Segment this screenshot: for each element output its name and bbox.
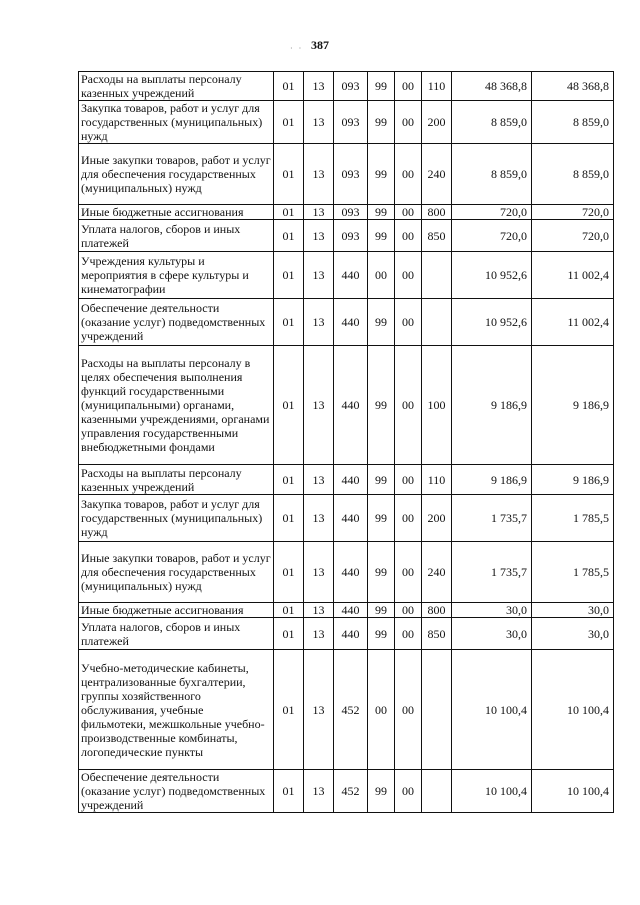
amount-year2-cell: 11 002,4 <box>532 252 614 299</box>
amount-year1-cell: 48 368,8 <box>452 72 532 101</box>
amount-year2-cell: 30,0 <box>532 603 614 618</box>
direction-code-cell: 00 <box>395 299 422 346</box>
program-code-cell: 093 <box>334 144 368 205</box>
direction-code-cell: 00 <box>395 101 422 144</box>
amount-year2-cell: 10 100,4 <box>532 650 614 770</box>
program-code-cell: 452 <box>334 770 368 813</box>
program-code-cell: 440 <box>334 252 368 299</box>
subsection-code-cell: 13 <box>304 101 334 144</box>
expense-name-cell: Уплата налогов, сборов и иных платежей <box>79 220 274 252</box>
subsection-code-cell: 13 <box>304 603 334 618</box>
subprogram-code-cell: 99 <box>368 205 395 220</box>
subprogram-code-cell: 99 <box>368 220 395 252</box>
subprogram-code-cell: 99 <box>368 495 395 542</box>
expense-name-cell: Иные бюджетные ассигнования <box>79 205 274 220</box>
table-row <box>79 346 614 465</box>
direction-code-cell: 00 <box>395 618 422 650</box>
direction-code-cell: 00 <box>395 650 422 770</box>
program-code-cell: 093 <box>334 205 368 220</box>
table-row <box>79 205 614 220</box>
table-row <box>79 465 614 495</box>
program-code-cell: 093 <box>334 72 368 101</box>
subsection-code-cell: 13 <box>304 618 334 650</box>
expense-name-cell: Закупка товаров, работ и услуг для государственных (муниципальных) нужд <box>79 495 274 542</box>
table-row <box>79 101 614 144</box>
amount-year2-cell: 8 859,0 <box>532 101 614 144</box>
subprogram-code-cell: 00 <box>368 252 395 299</box>
direction-code-cell: 00 <box>395 144 422 205</box>
amount-year1-cell: 720,0 <box>452 220 532 252</box>
subprogram-code-cell: 99 <box>368 465 395 495</box>
expense-name-cell: Иные закупки товаров, работ и услуг для обеспечения государственных (муниципальных) нужд <box>79 144 274 205</box>
table-row <box>79 220 614 252</box>
amount-year1-cell: 10 952,6 <box>452 252 532 299</box>
table-row <box>79 495 614 542</box>
subsection-code-cell: 13 <box>304 205 334 220</box>
expense-type-code-cell: 200 <box>422 101 452 144</box>
expense-type-code-cell: 240 <box>422 144 452 205</box>
program-code-cell: 440 <box>334 542 368 603</box>
expense-name-cell: Иные бюджетные ассигнования <box>79 603 274 618</box>
amount-year2-cell: 11 002,4 <box>532 299 614 346</box>
section-code-cell: 01 <box>274 650 304 770</box>
subprogram-code-cell: 99 <box>368 346 395 465</box>
subsection-code-cell: 13 <box>304 299 334 346</box>
section-code-cell: 01 <box>274 101 304 144</box>
direction-code-cell: 00 <box>395 603 422 618</box>
amount-year1-cell: 1 735,7 <box>452 542 532 603</box>
expense-type-code-cell <box>422 650 452 770</box>
expense-type-code-cell <box>422 299 452 346</box>
amount-year2-cell: 30,0 <box>532 618 614 650</box>
section-code-cell: 01 <box>274 603 304 618</box>
subsection-code-cell: 13 <box>304 144 334 205</box>
program-code-cell: 093 <box>334 220 368 252</box>
subprogram-code-cell: 99 <box>368 299 395 346</box>
direction-code-cell: 00 <box>395 220 422 252</box>
subsection-code-cell: 13 <box>304 72 334 101</box>
expense-type-code-cell: 200 <box>422 495 452 542</box>
amount-year2-cell: 1 785,5 <box>532 495 614 542</box>
expense-type-code-cell: 240 <box>422 542 452 603</box>
expense-name-cell: Расходы на выплаты персоналу казенных учреждений <box>79 72 274 101</box>
subprogram-code-cell: 99 <box>368 72 395 101</box>
amount-year2-cell: 720,0 <box>532 205 614 220</box>
table-row <box>79 72 614 101</box>
expense-type-code-cell: 110 <box>422 465 452 495</box>
section-code-cell: 01 <box>274 346 304 465</box>
expense-name-cell: Расходы на выплаты персоналу казенных учреждений <box>79 465 274 495</box>
expense-type-code-cell <box>422 252 452 299</box>
program-code-cell: 440 <box>334 346 368 465</box>
expense-name-cell: Учебно-методические кабинеты, централизованные бухгалтерии, группы хозяйственного обслуживания, учебные фильмотеки, межшкольные учебно-производственные комбинаты, логопедические пункты <box>79 650 274 770</box>
program-code-cell: 093 <box>334 101 368 144</box>
subprogram-code-cell: 99 <box>368 101 395 144</box>
section-code-cell: 01 <box>274 618 304 650</box>
expense-name-cell: Иные закупки товаров, работ и услуг для обеспечения государственных (муниципальных) нужд <box>79 542 274 603</box>
direction-code-cell: 00 <box>395 205 422 220</box>
table-row <box>79 144 614 205</box>
program-code-cell: 440 <box>334 465 368 495</box>
section-code-cell: 01 <box>274 205 304 220</box>
table-row <box>79 618 614 650</box>
subprogram-code-cell: 00 <box>368 650 395 770</box>
section-code-cell: 01 <box>274 72 304 101</box>
direction-code-cell: 00 <box>395 495 422 542</box>
table-row <box>79 603 614 618</box>
section-code-cell: 01 <box>274 770 304 813</box>
amount-year1-cell: 9 186,9 <box>452 346 532 465</box>
expense-type-code-cell: 100 <box>422 346 452 465</box>
subprogram-code-cell: 99 <box>368 542 395 603</box>
amount-year1-cell: 8 859,0 <box>452 101 532 144</box>
amount-year1-cell: 30,0 <box>452 618 532 650</box>
program-code-cell: 440 <box>334 495 368 542</box>
table-row <box>79 770 614 813</box>
amount-year1-cell: 9 186,9 <box>452 465 532 495</box>
page-number: 387 <box>311 38 329 52</box>
amount-year1-cell: 10 952,6 <box>452 299 532 346</box>
amount-year2-cell: 48 368,8 <box>532 72 614 101</box>
amount-year2-cell: 10 100,4 <box>532 770 614 813</box>
section-code-cell: 01 <box>274 252 304 299</box>
section-code-cell: 01 <box>274 220 304 252</box>
subsection-code-cell: 13 <box>304 346 334 465</box>
expense-type-code-cell: 850 <box>422 220 452 252</box>
expense-name-cell: Обеспечение деятельности (оказание услуг) подведомственных учреждений <box>79 299 274 346</box>
amount-year1-cell: 30,0 <box>452 603 532 618</box>
table-row <box>79 542 614 603</box>
subprogram-code-cell: 99 <box>368 603 395 618</box>
amount-year2-cell: 1 785,5 <box>532 542 614 603</box>
expense-name-cell: Уплата налогов, сборов и иных платежей <box>79 618 274 650</box>
subprogram-code-cell: 99 <box>368 618 395 650</box>
amount-year1-cell: 8 859,0 <box>452 144 532 205</box>
amount-year1-cell: 10 100,4 <box>452 650 532 770</box>
budget-table <box>78 71 614 813</box>
subsection-code-cell: 13 <box>304 220 334 252</box>
section-code-cell: 01 <box>274 465 304 495</box>
expense-name-cell: Учреждения культуры и мероприятия в сфере культуры и кинематографии <box>79 252 274 299</box>
table-row <box>79 252 614 299</box>
expense-type-code-cell: 110 <box>422 72 452 101</box>
expense-type-code-cell: 800 <box>422 603 452 618</box>
subsection-code-cell: 13 <box>304 252 334 299</box>
amount-year2-cell: 9 186,9 <box>532 346 614 465</box>
amount-year2-cell: 9 186,9 <box>532 465 614 495</box>
subsection-code-cell: 13 <box>304 542 334 603</box>
expense-name-cell: Расходы на выплаты персоналу в целях обеспечения выполнения функций государственными (муниципальными) органами, казенными учреждениями, органами управления государственными внебюджетными фондами <box>79 346 274 465</box>
direction-code-cell: 00 <box>395 770 422 813</box>
direction-code-cell: 00 <box>395 346 422 465</box>
amount-year2-cell: 720,0 <box>532 220 614 252</box>
subsection-code-cell: 13 <box>304 495 334 542</box>
program-code-cell: 452 <box>334 650 368 770</box>
amount-year1-cell: 720,0 <box>452 205 532 220</box>
amount-year1-cell: 1 735,7 <box>452 495 532 542</box>
subsection-code-cell: 13 <box>304 770 334 813</box>
expense-type-code-cell <box>422 770 452 813</box>
subprogram-code-cell: 99 <box>368 144 395 205</box>
amount-year2-cell: 8 859,0 <box>532 144 614 205</box>
expense-type-code-cell: 800 <box>422 205 452 220</box>
subsection-code-cell: 13 <box>304 465 334 495</box>
section-code-cell: 01 <box>274 299 304 346</box>
direction-code-cell: 00 <box>395 72 422 101</box>
program-code-cell: 440 <box>334 618 368 650</box>
subsection-code-cell: 13 <box>304 650 334 770</box>
direction-code-cell: 00 <box>395 252 422 299</box>
amount-year1-cell: 10 100,4 <box>452 770 532 813</box>
expense-name-cell: Обеспечение деятельности (оказание услуг) подведомственных учреждений <box>79 770 274 813</box>
expense-type-code-cell: 850 <box>422 618 452 650</box>
subprogram-code-cell: 99 <box>368 770 395 813</box>
direction-code-cell: 00 <box>395 465 422 495</box>
table-row <box>79 299 614 346</box>
program-code-cell: 440 <box>334 603 368 618</box>
scan-mark: · · <box>290 44 304 53</box>
table-row <box>79 650 614 770</box>
program-code-cell: 440 <box>334 299 368 346</box>
section-code-cell: 01 <box>274 542 304 603</box>
section-code-cell: 01 <box>274 144 304 205</box>
direction-code-cell: 00 <box>395 542 422 603</box>
section-code-cell: 01 <box>274 495 304 542</box>
expense-name-cell: Закупка товаров, работ и услуг для государственных (муниципальных) нужд <box>79 101 274 144</box>
